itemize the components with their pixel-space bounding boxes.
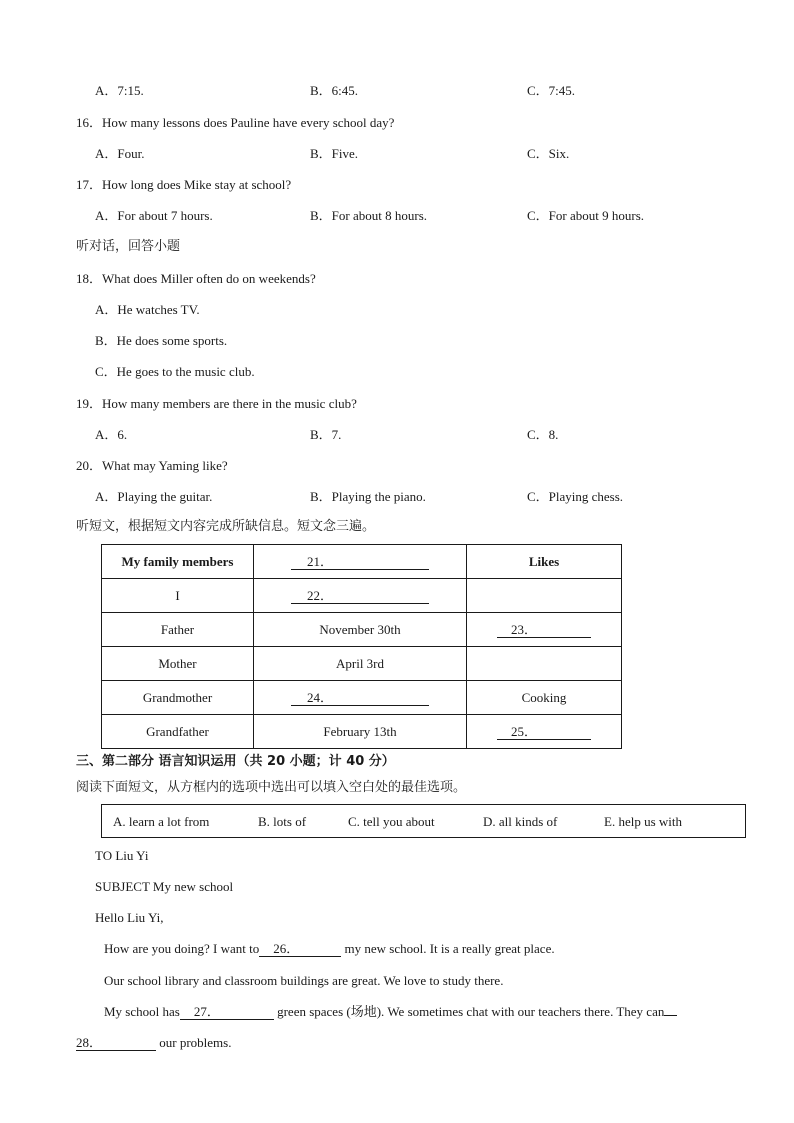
box-option-a: A. learn a lot from: [113, 814, 210, 829]
section-dialogue-instruction: 听对话，回答小题: [76, 239, 181, 254]
letter-text: green spaces (场地). We sometimes chat with our teachers there. They can: [273, 1004, 665, 1019]
q19-option-a: A．6.: [95, 427, 128, 442]
letter-text: How are you doing? I want to: [104, 941, 260, 956]
q15-option-c: C．7:45.: [527, 83, 576, 98]
part2-title: 三、第二部分 语言知识运用（共 20 小题；计 40 分）: [76, 754, 395, 769]
q16-option-b: B．Five.: [310, 146, 359, 161]
answer-blank-28-start: [664, 1015, 677, 1016]
table-cell: I: [102, 579, 254, 613]
letter-text: my new school. It is a really great place.: [341, 941, 555, 956]
q18-option-b: B．He does some sports.: [95, 333, 228, 348]
answer-blank-24[interactable]: 24．: [291, 691, 429, 706]
table-cell: February 13th: [254, 715, 467, 749]
q20-option-b: B．Playing the piano.: [310, 489, 426, 504]
box-option-d: D. all kinds of: [483, 814, 558, 829]
table-row: [102, 613, 622, 647]
table-cell: Mother: [102, 647, 254, 681]
part2-instruction: 阅读下面短文，从方框内的选项中选出可以填入空白处的最佳选项。: [76, 780, 467, 795]
q19-question: 19．How many members are there in the music club?: [76, 396, 357, 411]
table-cell: Father: [102, 613, 254, 647]
table-cell: Cooking: [467, 681, 622, 715]
q17-option-a: A．For about 7 hours.: [95, 208, 213, 223]
answer-blank-22[interactable]: 22．: [291, 589, 429, 604]
q17-option-b: B．For about 8 hours.: [310, 208, 428, 223]
section-passage-instruction: 听短文，根据短文内容完成所缺信息。短文念三遍。: [76, 519, 376, 534]
answer-blank-27[interactable]: 27．: [180, 1005, 274, 1020]
box-option-b: B. lots of: [258, 814, 307, 829]
q16-question: 16．How many lessons does Pauline have every school day?: [76, 115, 395, 130]
q15-option-a: A．7:15.: [95, 83, 144, 98]
table-cell: [467, 647, 622, 681]
letter-paragraph-3: [104, 1003, 677, 1021]
q20-question: 20．What may Yaming like?: [76, 458, 228, 473]
table-cell: Grandmother: [102, 681, 254, 715]
table-cell: [254, 579, 467, 613]
letter-text: My school has: [104, 1004, 180, 1019]
q19-option-b: B．7.: [310, 427, 342, 442]
answer-blank-23[interactable]: 23．: [497, 623, 591, 638]
q16-option-a: A．Four.: [95, 146, 145, 161]
table-cell: [467, 579, 622, 613]
letter-paragraph-2: Our school library and classroom buildings are great. We love to study there.: [104, 973, 504, 988]
q19-option-c: C．8.: [527, 427, 559, 442]
table-header-cell: My family members: [102, 545, 254, 579]
answer-blank-28[interactable]: 28．: [76, 1036, 156, 1051]
table-row: [102, 647, 622, 681]
answer-blank-21[interactable]: 21．: [291, 555, 429, 570]
answer-blank-26[interactable]: 26．: [259, 942, 341, 957]
box-option-c: C. tell you about: [348, 814, 435, 829]
q18-option-c: C．He goes to the music club.: [95, 364, 255, 379]
q16-option-c: C．Six.: [527, 146, 570, 161]
letter-subject: SUBJECT My new school: [95, 879, 234, 894]
table-cell: [254, 681, 467, 715]
letter-greeting: Hello Liu Yi,: [95, 910, 164, 925]
table-row: [102, 681, 622, 715]
table-cell: November 30th: [254, 613, 467, 647]
family-table: [101, 544, 622, 749]
q17-question: 17．How long does Mike stay at school?: [76, 177, 292, 192]
letter-paragraph-4: [76, 1034, 231, 1052]
letter-to: TO Liu Yi: [95, 848, 149, 863]
letter-paragraph-1: [104, 940, 555, 958]
q18-question: 18．What does Miller often do on weekends?: [76, 271, 316, 286]
table-header-row: [102, 545, 622, 579]
q15-option-b: B．6:45.: [310, 83, 359, 98]
table-header-cell: Likes: [467, 545, 622, 579]
q20-option-c: C．Playing chess.: [527, 489, 624, 504]
word-options-box: [101, 804, 746, 838]
letter-text: our problems.: [156, 1035, 232, 1050]
table-row: [102, 715, 622, 749]
q18-option-a: A．He watches TV.: [95, 302, 200, 317]
box-option-e: E. help us with: [604, 814, 682, 829]
table-cell: [467, 613, 622, 647]
q17-option-c: C．For about 9 hours.: [527, 208, 645, 223]
table-cell: Grandfather: [102, 715, 254, 749]
answer-blank-25[interactable]: 25．: [497, 725, 591, 740]
table-cell: April 3rd: [254, 647, 467, 681]
table-row: [102, 579, 622, 613]
table-header-cell: [254, 545, 467, 579]
table-cell: [467, 715, 622, 749]
q20-option-a: A．Playing the guitar.: [95, 489, 213, 504]
